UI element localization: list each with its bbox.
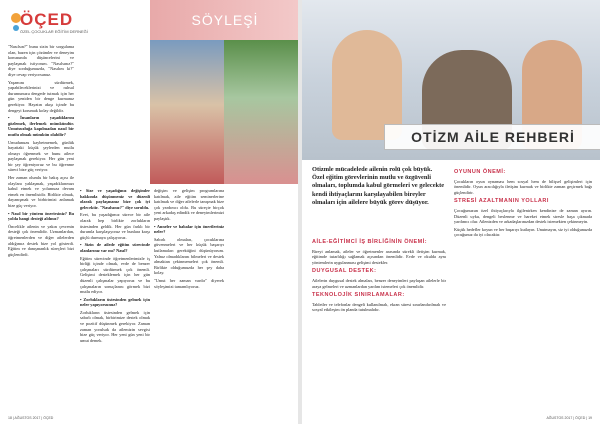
interview-question: • Nasıl bir yöntem önerirsiniz? Bu yolda hangi desteği aldınız? [8,210,74,222]
body-paragraph: Bireyi anlamak, aileler ve öğretmenler arasında sürekli iletişim kurmak, eğitimde tutarlılığı sağlamak açısından önemlidir. Evde ve okulda aynı yöntemlerin uygulanması gelişimi destekler. [312,248,446,265]
body-paragraph: Eğitim sürecinde öğretmenlerimizle iş birliği içinde olmak, evde de benzer çalışmaları sürdürmek çok önemli. Gelişimi desteklemek için her gün düzenli çalışmalar yapıyoruz ve bu çalışmaların sonuçlarını görmek bizi mutlu ediyor. [80,255,150,295]
section-tag: SÖYLEŞİ [150,0,298,40]
interview-question: • Size ve yaşadığınız değişimler hakkında düşünmeniz ve düzenli olarak paylaşmanız bize çok iyi gelecektir. "Nasılsınız?" diye soruldu. [80,188,150,210]
interview-question: • Zorlukların üstesinden gelmek için neler yapıyorsunuz? [80,296,150,308]
right-page [302,0,600,424]
body-paragraph: Tabletler ve telefonlar dengeli kullanılmalı, ekran süresi sınırlandırılmalı ve sosyal etkileşim ön planda tutulmalıdır. [312,301,446,313]
body-paragraph: Zorlukların üstesinden gelmek için sabırlı olmak, birbirimize destek olmak ve pozitif düşünmek gerekiyor. Zaman zaman yorulsak da ailemizin sevgisi bize güç veriyor. Her yeni gün yeni bir umut demek. [80,309,150,343]
body-paragraph: "Nasılsın?" bunu sizin bir sorgulama olan, bazen için çözümler ve deneyim konusunda düşüncelerini ve paylaşmak istiyorum. "Nasılsınız?" diye sorduğumuzda, "Nasılım ki?" diye cevap veriyorsunuz. [8,44,74,77]
body-paragraph: Evet, bu yaşadığımız sürece bir aile olarak hep birlikte zorlukların üstesinden geldik. Her gün farklı bir durumla karşılaşıyoruz ve bunlara karşı güçlü durmaya çalışıyoruz. [80,212,150,240]
section-heading: STRESİ AZALTMANIN YOLLARI [454,198,549,205]
photo-family-outdoor [224,40,298,184]
photo-family-group [150,40,224,184]
left-page [0,0,298,424]
column-3 [154,188,224,291]
column-1 [8,44,74,259]
lead-paragraph: Otizmle mücadelede ailenin rolü çok büyük. Özel eğitim görevlerinin mutlu ve özgüvenli olmaları, toplumda kabul görmeleri ve gelecekte kendi ihtiyaçlarını karşılayabilen bireyler olmaları için ailelere büyük görev düşüyor. [312,166,445,206]
interview-question: • Sizin de ailede eğitim sürecinde olanlarınız var mı? Nasıl? [80,242,150,253]
section-heading: DUYGUSAL DESTEK: [312,268,377,275]
body-paragraph: Umudunuzu kaybetmemek, günlük hayattaki küçük şeylerden mutlu olmayı öğrenmek ve bunu ailece paylaşmak gerekiyor. Her gün yeni bir şey öğreniyoruz ve bu öğrenme süreci bize güç veriyor. [8,139,74,173]
body-paragraph: Öncelikle ailenin ve yakın çevrenin desteği çok önemlidir. Uzmanlardan, öğretmenlerden ve diğer ailelerden aldığımız destek bize yol gösterdi. Eğitim ve danışmanlık süreçleri bizi güçlendirdi. [8,223,74,257]
section-heading: AİLE-EĞİTİMCİ İŞ BİRLİĞİNİN ÖNEMİ: [312,239,428,245]
body-paragraph: Sabırlı olmaları, çocuklarına güvenmeleri ve her küçük başarıyı kutlamaları gerektiğini düşünüyorum. Yalnız olmadıklarını bilmeleri ve destek almaktan çekinmemeleri çok önemli. Birlikte olduğumuzda her şey daha kolay. [154,236,224,276]
column-2 [80,188,150,345]
feature-title: OTİZM AİLE REHBERİ [384,124,600,150]
body-paragraph: "Umut her zaman vardır" diyerek söyleşimizi tamamlıyoruz. [154,277,224,289]
section-heading: OYUNUN ÖNEMİ: [454,169,506,175]
logo-subtitle: ÖZEL ÇOCUKLAR EĞİTİM DERNEĞİ [20,29,88,34]
body-paragraph: değişim ve gelişim programlarına katılmak, aile eğitim seminerlerine katılmak ve diğer ailelerle tanışmak bize çok yardımcı oldu. Bu süreçte birçok yeni arkadaş edindik ve deneyimlerimizi paylaştık. [154,188,224,221]
right-column-1 [312,236,446,315]
body-paragraph: Her zaman olumlu bir bakış açısı ile olaylara yaklaşmak, yaşadıklarımızı kabul etmek ve yolumuza devam etmek en önemlisidir. Birlikte olmak, dayanışmak ve birbirimizi anlamak bize güç veriyor. [8,175,74,209]
page-footer-right: AĞUSTOS 2017 | ÖÇED | 19 [546,416,592,420]
page-footer-left: 18 | AĞUSTOS 2017 | ÖÇED [8,416,54,420]
interview-question: • İnsanların yaşadıklarını gözlemek, ilerlemek mümkündür. Umutsuzluğa kapılmadan nasıl bir mutlu olmak mümkün olabilir? [8,115,74,137]
interview-photos [150,40,298,184]
body-paragraph: Küçük hedefler koyun ve her başarıyı kutlayın. Unutmayın, siz iyi olduğunuzda çocuğunuz da iyi olacaktır. [454,226,592,238]
interview-question: • Anneler ve babalar için önerileriniz neler? [154,223,224,235]
body-paragraph: Çocuğunuzun özel ihtiyaçlarıyla ilgilenirken kendinize de zaman ayırın. Düzenli uyku, dengeli beslenme ve hareket etmek stresle başa çıkmada yardımcı olur. Ailenizden ve arkadaşlarınızdan destek istemekten çekinmeyin. [454,207,592,225]
right-column-2 [454,166,592,240]
body-paragraph: Çocukların oyun oynaması hem sosyal hem de bilişsel gelişimleri için önemlidir. Oyun aracılığıyla iletişim kurmak ve birlikte zaman geçirmek bağı güçlendirir. [454,178,592,195]
section-heading: TEKNOLOJİK SINIRLAMALAR: [312,292,405,299]
logo-text: ÖÇED [20,10,74,29]
body-paragraph: Yaşamını sürdürmek, yapabileceklerinizi ve ruhsal durumunuzu dengede tutmak için her gün yeniden bir denge kurmanız gerekiyor. Hayatın akışı içinde bu dengeyi korumak kolay değildir. [8,79,74,113]
body-paragraph: Ailelerin duygusal destek almaları, benzer deneyimleri paylaşan ailelerle bir araya gelmeleri ve uzmanlardan yardım istemeleri çok önemlidir. [312,277,446,289]
